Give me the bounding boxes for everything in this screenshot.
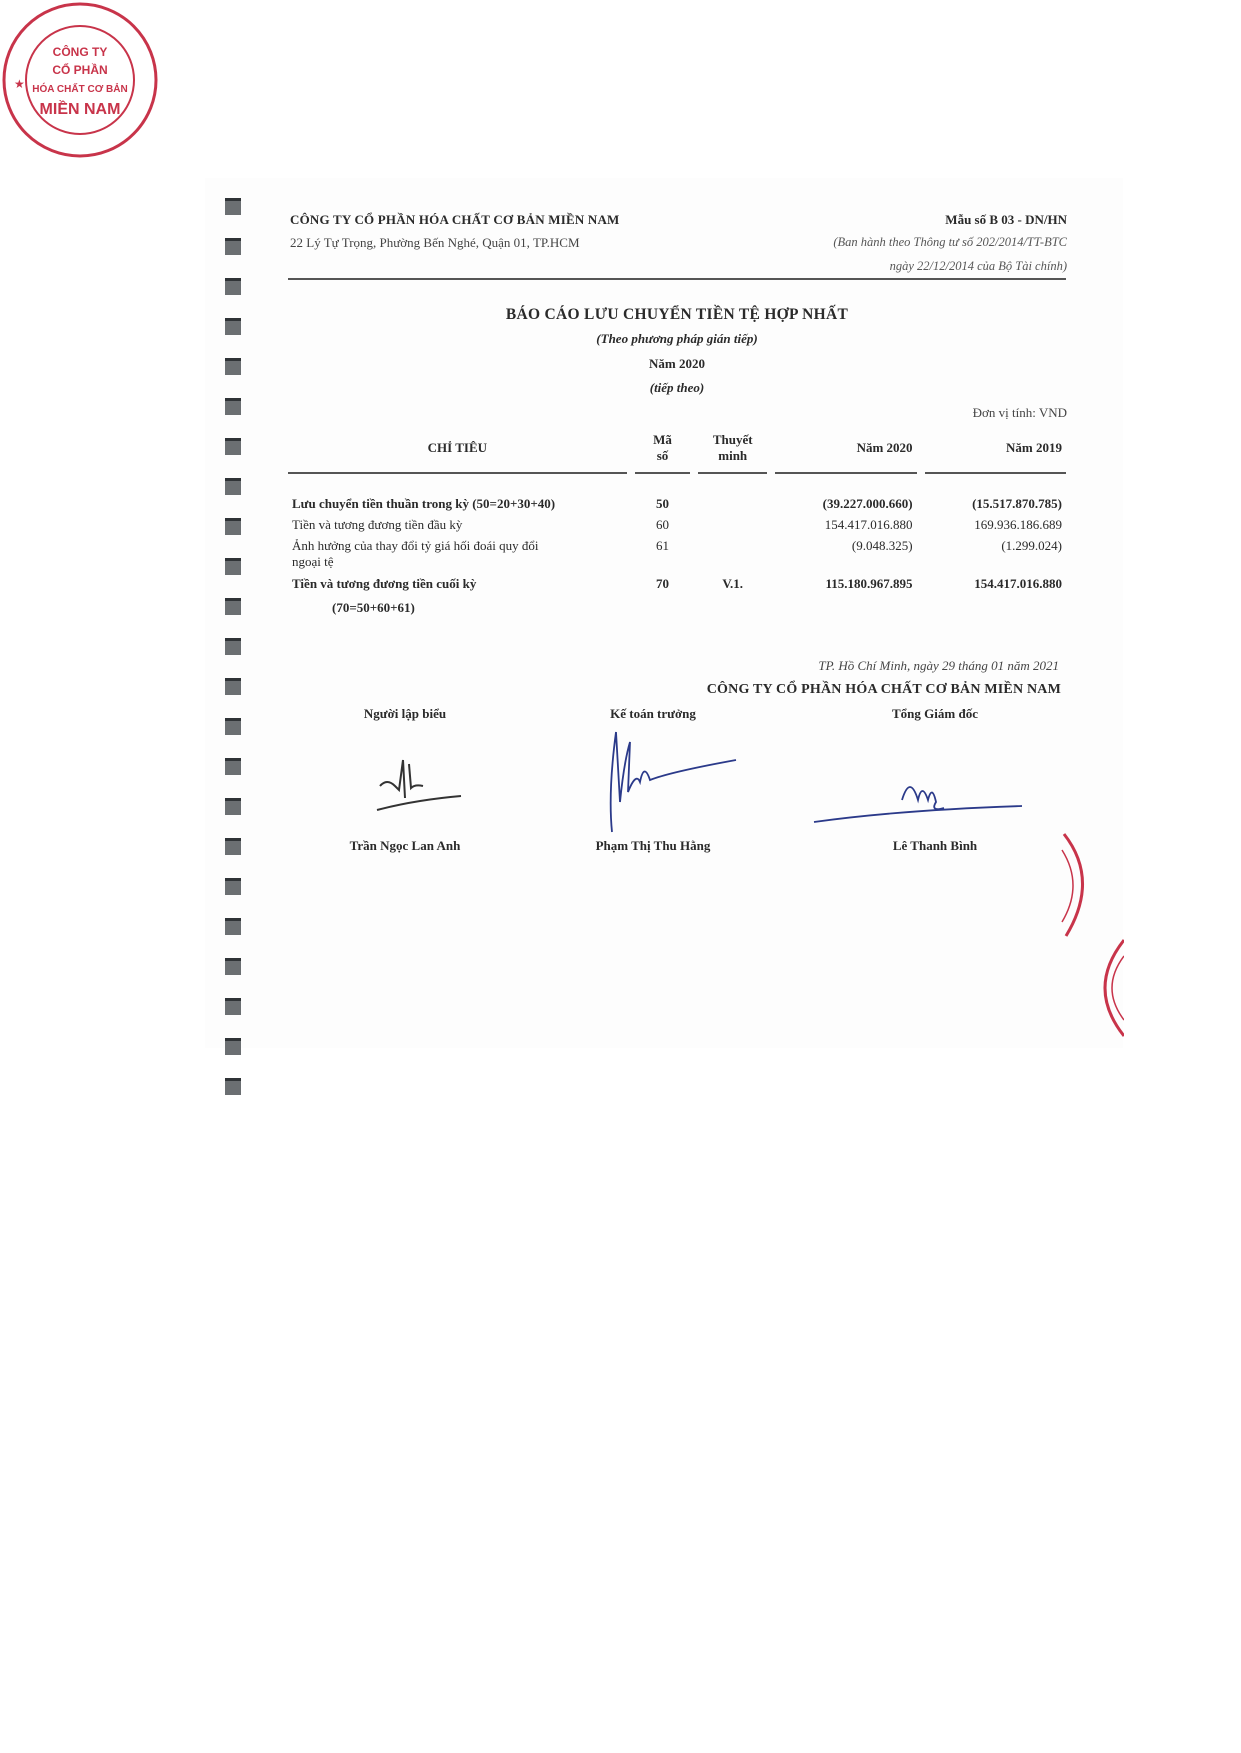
partial-seal-bottom [1092, 938, 1124, 1038]
binder-hole [225, 598, 241, 615]
binder-hole [225, 918, 241, 935]
signer-name-preparer: Trần Ngọc Lan Anh [349, 838, 461, 853]
place-date: TP. Hồ Chí Minh, ngày 29 tháng 01 năm 2021 [818, 658, 1059, 673]
row-current: 154.417.016.880 [824, 517, 913, 532]
header-code: Mã số [635, 428, 691, 474]
row-current: (9.048.325) [851, 538, 913, 553]
row-current: (39.227.000.660) [822, 496, 913, 511]
report-continuation: (tiếp theo) [649, 380, 705, 395]
table-row [288, 495, 1066, 516]
cash-flow-table [288, 428, 1066, 620]
binder-hole [225, 958, 241, 975]
signature-general-director [810, 770, 1030, 830]
row-code: 61 [655, 538, 669, 553]
row-note [698, 537, 767, 571]
row-code: 70 [655, 576, 669, 591]
row-previous: 154.417.016.880 [974, 576, 1062, 591]
company-address: 22 Lý Tự Trọng, Phường Bến Nghé, Quận 01, TP.HCM [290, 235, 580, 250]
form-code: Mẫu số B 03 - DN/HN [945, 212, 1067, 227]
partial-seal-edge [1060, 830, 1100, 940]
row-code: 50 [655, 496, 669, 511]
company-name: CÔNG TY CỔ PHẦN HÓA CHẤT CƠ BẢN MIỀN NAM [290, 212, 620, 227]
binder-hole [225, 318, 241, 335]
seal-line3: HÓA CHẤT CƠ BẢN [32, 84, 128, 95]
binder-hole [225, 438, 241, 455]
row-item: Ảnh hưởng của thay đổi tỷ giá hối đoái quy đổi ngoại tệ [292, 538, 539, 569]
binder-hole [225, 1078, 241, 1095]
signer-title-preparer: Người lập biểu [363, 706, 447, 721]
binder-hole [225, 678, 241, 695]
report-year: Năm 2020 [649, 356, 705, 371]
binder-hole [225, 1038, 241, 1055]
binder-hole [225, 198, 241, 215]
row-note [698, 516, 767, 537]
header-year-current: Năm 2020 [775, 428, 916, 474]
currency-unit: Đơn vị tính: VND [972, 405, 1067, 420]
binder-hole [225, 358, 241, 375]
row-item: Lưu chuyển tiền thuần trong kỳ (50=20+30+40) [292, 496, 556, 511]
row-current: 115.180.967.895 [825, 576, 913, 591]
row-previous: (1.299.024) [1001, 538, 1062, 553]
report-method: (Theo phương pháp gián tiếp) [596, 331, 758, 346]
row-previous: (15.517.870.785) [972, 496, 1062, 511]
signer-name-chief-accountant: Phạm Thị Thu Hằng [595, 838, 711, 853]
binder-hole [225, 238, 241, 255]
table-row [288, 516, 1066, 537]
seal-line1: CÔNG TY [52, 45, 108, 59]
binder-hole [225, 878, 241, 895]
table-header-row [288, 428, 1066, 474]
table-row [288, 571, 1066, 596]
signature-chief-accountant [600, 722, 740, 842]
binder-hole [225, 398, 241, 415]
seal-line4: MIỀN NAM [39, 101, 121, 118]
header-divider [288, 278, 1066, 280]
report-title: BÁO CÁO LƯU CHUYỂN TIỀN TỆ HỢP NHẤT [505, 306, 849, 323]
row-formula: (70=50+60+61) [332, 600, 415, 615]
row-previous: 169.936.186.689 [974, 517, 1062, 532]
binder-hole [225, 478, 241, 495]
binder-hole [225, 638, 241, 655]
binder-hole [225, 838, 241, 855]
seal-star-icon: ★ [14, 77, 25, 91]
header-note: Thuyết minh [698, 428, 767, 474]
row-item: Tiền và tương đương tiền đầu kỳ [292, 517, 463, 532]
signature-preparer [375, 748, 465, 818]
row-code: 60 [655, 517, 669, 532]
header-year-previous: Năm 2019 [925, 428, 1066, 474]
row-note: V.1. [722, 576, 744, 591]
header-item: CHỈ TIÊU [288, 428, 627, 474]
seal-line2: CỔ PHẦN [52, 63, 108, 77]
binder-hole [225, 998, 241, 1015]
signer-title-chief-accountant: Kế toán trưởng [610, 706, 696, 721]
signer-name-general-director: Lê Thanh Bình [892, 838, 978, 853]
binder-hole [225, 278, 241, 295]
table-row [288, 537, 1066, 571]
signer-title-general-director: Tổng Giám đốc [892, 706, 978, 721]
form-issue-line2: ngày 22/12/2014 của Bộ Tài chính) [889, 259, 1067, 273]
binder-hole [225, 558, 241, 575]
company-seal [0, 0, 160, 160]
binder-hole [225, 718, 241, 735]
row-note [698, 495, 767, 516]
signing-company: CÔNG TY CỔ PHẦN HÓA CHẤT CƠ BẢN MIỀN NAM [706, 682, 1061, 697]
binder-hole [225, 518, 241, 535]
row-item: Tiền và tương đương tiền cuối kỳ [292, 576, 477, 591]
table-row-formula [288, 596, 1066, 620]
binder-holes [225, 198, 241, 1118]
binder-hole [225, 758, 241, 775]
form-issue-line1: (Ban hành theo Thông tư số 202/2014/TT-BTC [833, 235, 1067, 249]
binder-hole [225, 798, 241, 815]
